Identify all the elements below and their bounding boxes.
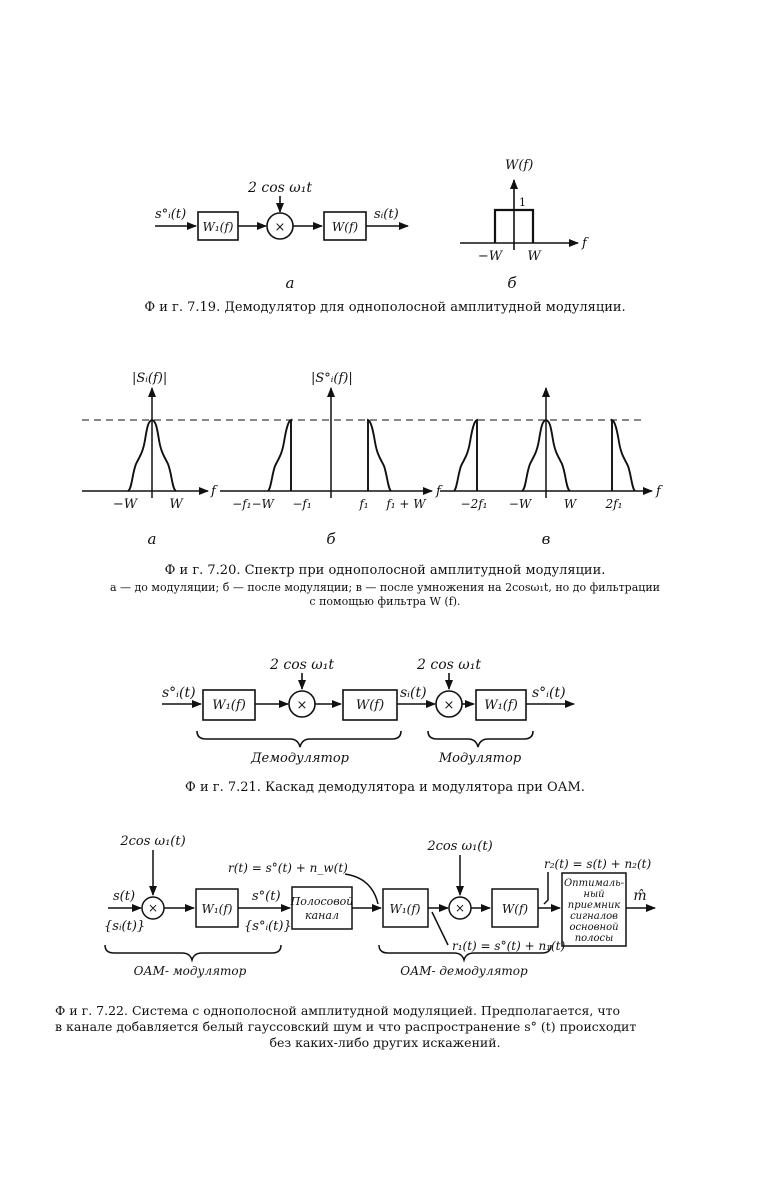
subfigure-label-a: а [285, 274, 295, 292]
receiver-line-5: основной [569, 922, 619, 933]
w1-block-label-2: W₁(f) [389, 902, 421, 916]
output-signal-label: s°ᵢ(t) [532, 685, 566, 701]
caption-fig-7-20-text: Спектр при однополосной амплитудной модуляции. [244, 563, 606, 578]
mixer-symbol: × [274, 220, 286, 235]
minus-w-tick: −W [477, 249, 503, 264]
f-axis-label: f [582, 236, 587, 251]
panel-a-tick-minus-w: −W [112, 497, 138, 512]
fig-7-19b-filter-response [460, 180, 578, 250]
fig-7-21-labels [162, 657, 566, 766]
panel-c-tick-minus-2f1: −2f₁ [460, 497, 488, 511]
r1-pointer [432, 912, 448, 945]
level-one-label: 1 [519, 196, 526, 209]
caption-fig-7-20-note-2: с помощью фильтра W (f). [309, 595, 461, 608]
caption-fig-7-21-prefix: Ф и г. 7.21. [185, 780, 261, 795]
w-axis-label: W(f) [505, 158, 534, 173]
panel-c-tick-w: W [563, 497, 577, 511]
modulated-signal-label: s°(t) [252, 889, 281, 904]
caption-fig-7-20 [0, 563, 770, 578]
caption-fig-7-19 [0, 300, 770, 315]
intermediate-signal-label: sᵢ(t) [400, 685, 427, 701]
carrier-label: 2 cos ω₁t [248, 180, 312, 196]
bandpass-channel-block [292, 887, 352, 929]
caption-fig-7-22-prefix: Ф и г. 7.22. [55, 1003, 128, 1018]
panel-c-tick-minus-w: −W [508, 497, 532, 511]
panel-a-f-label: f [211, 484, 216, 499]
oam-modulator-brace [105, 945, 281, 960]
subfigure-label-b: б [507, 274, 517, 292]
carrier-label-1: 2cos ω₁(t) [120, 834, 186, 849]
mixer-symbol-2: × [443, 698, 455, 713]
oam-demodulator-label: ОАМ- демодулятор [400, 964, 528, 978]
receiver-line-6: полосы [574, 933, 614, 944]
input-signal-set-label: {sᵢ(t)} [104, 919, 146, 934]
carrier-label-2: 2 cos ω₁t [417, 657, 481, 673]
input-signal-label: s(t) [113, 889, 136, 904]
caption-fig-7-19-text: Демодулятор для однополосной амплитудной модуляции. [224, 300, 626, 315]
panel-b-y-label: |S°ᵢ(f)| [311, 371, 353, 386]
modulator-label: Модулятор [438, 751, 522, 766]
panel-a-label: а [147, 530, 157, 548]
receiver-line-2: ный [583, 889, 605, 900]
output-signal-label: sᵢ(t) [374, 207, 399, 222]
panel-c-right-sideband [612, 420, 635, 491]
w-block-label: W(f) [331, 220, 359, 234]
demodulator-label: Демодулятор [250, 751, 350, 766]
w1-block-label: W₁(f) [202, 220, 234, 234]
carrier-label-1: 2 cos ω₁t [270, 657, 334, 673]
panel-b-mirror-sideband [268, 420, 291, 491]
demodulator-brace [197, 731, 401, 747]
channel-output-equation: r(t) = s°(t) + n_w(t) [228, 861, 348, 875]
receiver-line-3: приемник [567, 900, 621, 911]
caption-fig-7-22 [55, 1003, 715, 1051]
w-block-label: W(f) [355, 698, 385, 713]
w1-block-label: W₁(f) [212, 698, 246, 713]
panel-c-label: в [541, 530, 551, 548]
panel-c-tick-2f1: 2f₁ [605, 497, 623, 511]
panel-b-f-label: f [436, 484, 441, 499]
caption-fig-7-19-prefix: Ф и г. 7.19. [144, 300, 221, 315]
mixer-symbol-1: × [296, 698, 308, 713]
caption-fig-7-22-line-3: без каких-либо других искажений. [269, 1035, 501, 1050]
caption-fig-7-20-prefix: Ф и г. 7.20. [164, 563, 241, 578]
r2-pointer [544, 872, 548, 904]
w1-block-label: W₁(f) [201, 902, 233, 916]
fig-7-19a-labels [155, 180, 399, 292]
input-signal-label: s°ᵢ(t) [155, 207, 187, 222]
w1-block-label-2: W₁(f) [484, 698, 518, 713]
input-signal-label: s°ᵢ(t) [162, 685, 196, 701]
panel-b-tick-f1-plus-w: f₁ + W [386, 497, 426, 511]
channel-label-line-2: канал [305, 909, 339, 922]
w-tick: W [527, 249, 541, 264]
receiver-line-1: Оптималь- [563, 878, 625, 889]
channel-label-line-1: Полосовой [290, 895, 354, 908]
mixer-symbol-1: × [147, 901, 159, 915]
panel-b-tick-f1: f₁ [359, 497, 369, 511]
panel-c-f-label: f [656, 484, 661, 499]
panel-a-tick-w: W [169, 497, 183, 512]
r2-equation: r₂(t) = s(t) + n₂(t) [544, 857, 652, 871]
fig-7-20-labels [113, 371, 663, 548]
panel-b-tick-minus-f1-minus-w: −f₁−W [232, 497, 274, 511]
caption-fig-7-21-text: Каскад демодулятора и модулятора при ОАМ. [265, 780, 585, 795]
panel-c-left-sideband [454, 420, 477, 491]
carrier-label-2: 2cos ω₁(t) [427, 839, 493, 854]
receiver-line-4: сигналов [570, 911, 618, 922]
caption-fig-7-21 [0, 780, 770, 795]
oam-modulator-label: ОАМ- модулятор [133, 964, 247, 978]
panel-b-label: б [326, 530, 336, 548]
modulator-brace [428, 731, 533, 747]
caption-fig-7-22-line-2: в канале добавляется белый гауссовский шум и что распространение s° (t) происходит [55, 1019, 637, 1034]
caption-fig-7-20-note-1: а — до модуляции; б — после модуляции; в — после умножения на 2cosω₁t, но до фильтрации [109, 581, 661, 594]
estimate-output-label: m̂ [633, 888, 647, 904]
r1-equation: r₁(t) = s°(t) + n₁(t) [452, 939, 566, 953]
caption-fig-7-22-line-1 [55, 1003, 715, 1019]
fig-7-22-labels [104, 834, 651, 978]
w-block-label: W(f) [501, 902, 529, 916]
mixer-symbol-2: × [454, 901, 466, 915]
panel-a-y-label: |Sᵢ(f)| [132, 371, 168, 386]
panel-b-upper-sideband [368, 420, 391, 491]
modulated-signal-set-label: {s°ᵢ(t)} [244, 919, 292, 934]
panel-b-tick-minus-f1: −f₁ [292, 497, 312, 511]
caption-fig-7-22-text-1: Система с однополосной амплитудной модуляцией. Предполагается, что [131, 1003, 621, 1018]
